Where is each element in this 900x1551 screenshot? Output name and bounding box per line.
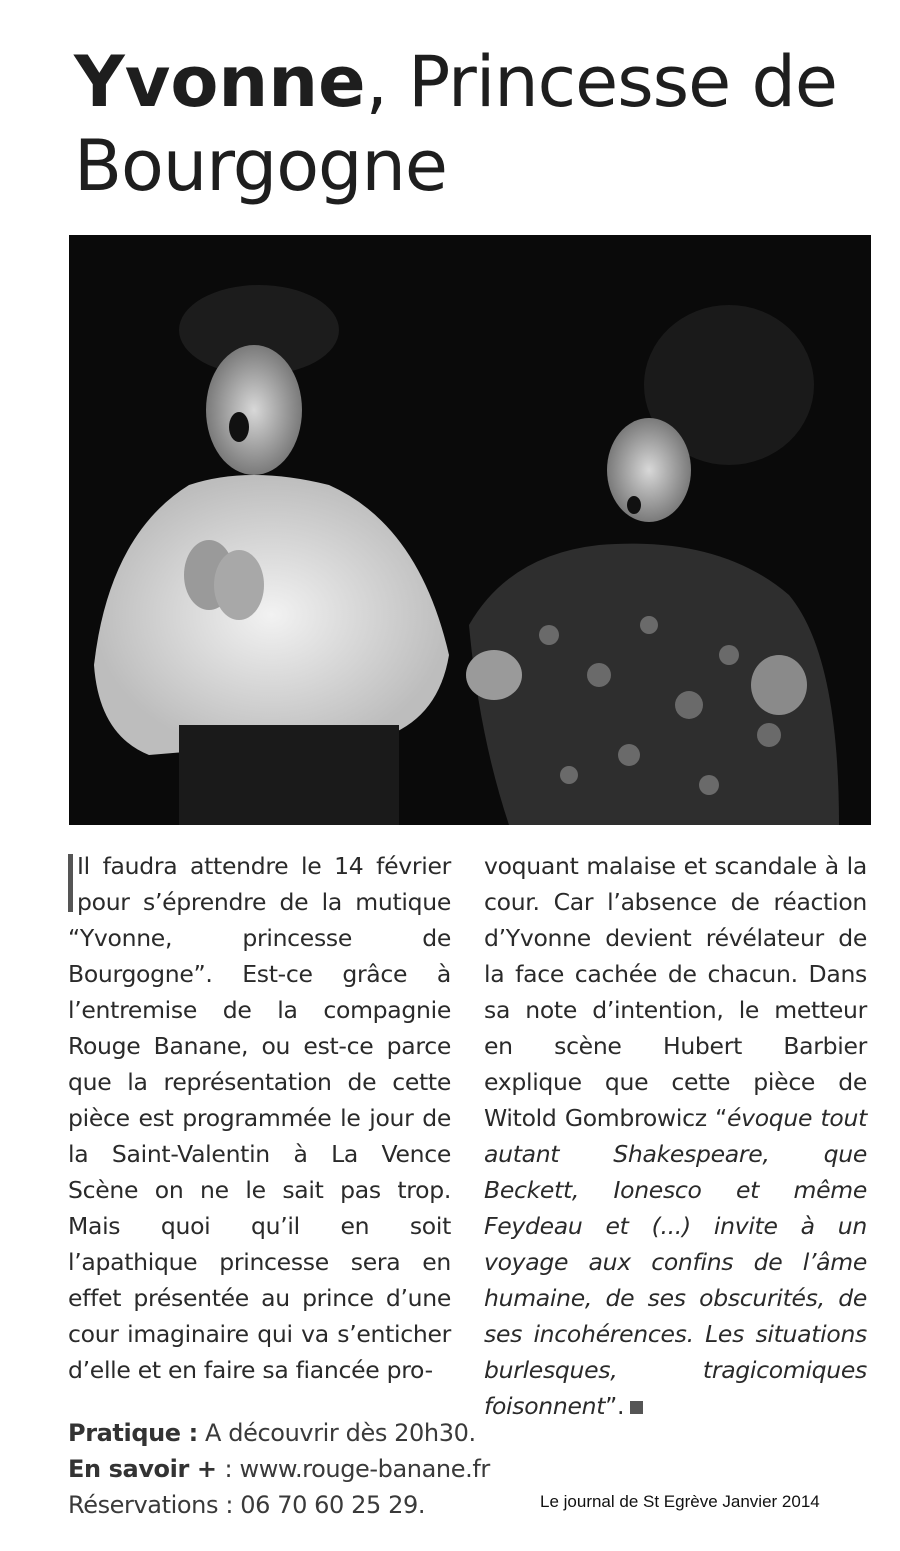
info-en-savoir <box>68 1451 490 1487</box>
end-of-article-mark <box>630 1401 643 1414</box>
title-line2: Bourgogne <box>74 125 447 207</box>
info-reservations: Réservations : 06 70 60 25 29. <box>68 1491 426 1519</box>
article-column-left <box>68 848 451 1388</box>
savoir-label: En savoir + <box>68 1455 225 1483</box>
paragraph-text: l faudra attendre le 14 février pour s’éprendre de la mutique “Yvonne, princesse de Bourgogne”. Est-ce grâce à l’entremise de la compagnie Rouge Banane, ou est-ce parce que la représentation de cette pièce est programmée le jour de la Saint-Valentin à La Vence Scène on ne le sait pas trop. Mais quoi qu’il en soit l’apathique princesse sera en effet présentée au prince d’une cour imaginaire qui va s’enticher d’elle et en faire sa fiancée pro- <box>68 852 451 1384</box>
pratique-label: Pratique : <box>68 1419 198 1447</box>
info-pratique <box>68 1415 490 1451</box>
article-title <box>74 40 854 208</box>
photo-illustration <box>69 235 871 825</box>
director-quote: évoque tout autant Shakespeare, que Beckett, Ionesco et même Feydeau et (...) invite à un voyage aux confins de l’âme humaine, de ses obscurités, de ses incohérences. Les situations burlesques, tragicomiques foisonnent <box>484 1104 867 1420</box>
website-link[interactable]: : www.rouge-banane.fr <box>224 1455 490 1483</box>
dropcap-letter: I <box>77 852 84 880</box>
article-photo <box>69 235 871 825</box>
publication-credit: Le journal de St Egrève Janvier 2014 <box>540 1492 820 1511</box>
body-paragraph-1 <box>68 848 451 1388</box>
title-bold: Yvonne <box>74 41 366 123</box>
dropcap-bar <box>68 854 73 912</box>
title-rest: , Princesse de <box>365 41 837 123</box>
paragraph-text: voquant malaise et scandale à la cour. Car l’absence de réaction d’Yvonne devient révélateur de la face cachée de chacun. Dans sa note d’intention, le metteur en scène Hubert Barbier explique que cette pièce de Witold Gombrowicz “ <box>484 852 867 1132</box>
article-column-right <box>484 848 867 1424</box>
body-paragraph-2 <box>484 848 867 1424</box>
pratique-value: A découvrir dès 20h30. <box>197 1419 476 1447</box>
practical-info <box>68 1415 490 1523</box>
quote-close: ”. <box>605 1392 625 1420</box>
